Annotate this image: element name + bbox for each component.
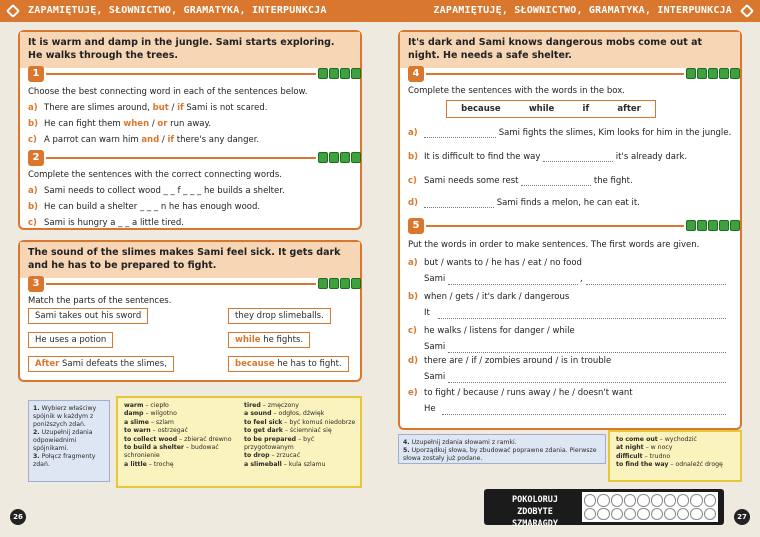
item-text: there are / if / zombies around / is in trouble <box>424 356 612 366</box>
hexagon-icon <box>6 4 20 18</box>
match-left-2[interactable] <box>28 332 113 348</box>
emerald-icons <box>686 220 740 231</box>
vocab-entry: to build a shelter – budować schronienie <box>124 444 219 460</box>
exercise-number: 4 <box>408 66 424 82</box>
item-label: a) <box>28 186 38 196</box>
scenario-text: It's dark and Sami knows dangerous mobs come out at night. He needs a safe shelter. <box>400 32 740 68</box>
exercise-item <box>408 128 731 138</box>
exercise-item <box>28 103 267 113</box>
match-text: Sami defeats the slimes, <box>62 359 167 369</box>
item-text: Sami is hungry a _ _ a little tired. <box>44 218 184 228</box>
exercise-instruction: Choose the best connecting word in each of the sentences below. <box>28 87 308 97</box>
answer-start: Sami <box>424 372 446 382</box>
emerald-icon <box>708 220 718 231</box>
emerald-slot[interactable] <box>651 508 663 521</box>
separator: / <box>159 135 168 145</box>
separator: / <box>168 103 178 113</box>
separator: / <box>149 119 158 129</box>
vocab-entry: to warn – ostrzegać <box>124 427 188 435</box>
item-text: Sami fights the slimes, Kim looks for him in the jungle. <box>496 128 732 138</box>
option-word[interactable]: but <box>152 103 169 113</box>
emerald-icon <box>697 220 707 231</box>
match-text: he has to fight. <box>277 359 342 369</box>
match-left-1[interactable] <box>28 308 148 324</box>
emerald-icon <box>686 68 696 79</box>
exercise-item[interactable] <box>28 202 260 212</box>
vocab-column-2 <box>244 402 360 469</box>
answer-blank[interactable] <box>543 161 613 162</box>
emerald-icon <box>318 68 328 79</box>
match-keyword: because <box>235 359 275 369</box>
match-right-2[interactable] <box>228 332 310 348</box>
option-word[interactable]: or <box>157 119 168 129</box>
emerald-icon <box>351 68 361 79</box>
exercise-prompt <box>408 326 575 336</box>
match-keyword: After <box>35 359 60 369</box>
exercise-prompt <box>408 356 611 366</box>
vocab-entry: difficult – trudno <box>616 452 671 460</box>
item-text: but / wants to / he has / eat / no food <box>424 258 582 268</box>
item-label: a) <box>28 103 38 113</box>
scenario-text: It is warm and damp in the jungle. Sami starts exploring. He walks through the trees. <box>20 32 360 68</box>
answer-line[interactable] <box>438 318 726 319</box>
comma: , <box>580 274 583 284</box>
answer-start: It <box>424 308 430 318</box>
right-page <box>380 0 760 537</box>
exercise-instruction: Complete the sentences with the words in the box. <box>408 86 625 96</box>
emerald-tracker <box>484 489 724 529</box>
emerald-slot[interactable] <box>690 494 702 507</box>
emerald-icon <box>719 220 729 231</box>
exercise-instruction: Put the words in order to make sentences. The first words are given. <box>408 240 700 250</box>
answer-line[interactable] <box>448 352 726 353</box>
vocab-column-1 <box>124 402 242 469</box>
emerald-slot[interactable] <box>597 494 609 507</box>
emerald-slot[interactable] <box>664 508 676 521</box>
emerald-icon <box>708 68 718 79</box>
page-number: 26 <box>10 509 26 525</box>
item-label: b) <box>408 292 418 302</box>
item-text: to fight / because / runs away / he / doesn't want <box>424 388 633 398</box>
vocab-entry: to drop – zrzucać <box>244 452 301 460</box>
emerald-icons <box>318 152 361 163</box>
emerald-icons <box>318 68 361 79</box>
answer-start: Sami <box>424 274 446 284</box>
item-label: c) <box>28 135 37 145</box>
item-text: there's any danger. <box>174 135 260 145</box>
answer-line[interactable] <box>448 382 726 383</box>
divider <box>426 225 684 227</box>
exercise-panel-3 <box>18 240 362 382</box>
item-label: d) <box>408 198 418 208</box>
emerald-slot[interactable] <box>704 508 716 521</box>
emerald-slot[interactable] <box>624 508 636 521</box>
vocab-entry: a slimeball – kula szlamu <box>244 460 326 468</box>
item-text: He can build a shelter _ _ _ n he has enough wood. <box>44 202 261 212</box>
vocabulary-box <box>608 430 742 482</box>
answer-start: He <box>424 404 436 414</box>
emerald-icon <box>351 152 361 163</box>
item-text: A parrot can warn him <box>44 135 142 145</box>
note-line: 5. Uporządkuj słowa, by zbudować poprawne zdania. Pierwsze słowa zostały już podane. <box>403 447 597 462</box>
item-text: Sami finds a melon, he can eat it. <box>494 198 640 208</box>
vocab-entry: to feel sick – być komuś niedobrze <box>244 418 356 426</box>
answer-blank[interactable] <box>424 207 494 208</box>
emerald-slot[interactable] <box>584 508 596 521</box>
exercise-prompt <box>408 388 633 398</box>
divider <box>46 73 316 75</box>
exercise-number: 1 <box>28 66 44 82</box>
emerald-icon <box>697 68 707 79</box>
exercise-item <box>28 119 211 129</box>
emerald-icon <box>329 278 339 289</box>
item-label: b) <box>408 152 418 162</box>
emerald-icon <box>730 68 740 79</box>
vocab-entry: a slime – szlam <box>124 418 174 426</box>
emerald-slot[interactable] <box>704 494 716 507</box>
left-header-title: ZAPAMIĘTUJĘ, SŁOWNICTWO, GRAMATYKA, INTERPUNKCJA <box>28 5 327 16</box>
emerald-slot[interactable] <box>637 508 649 521</box>
match-text: Sami takes out his sword <box>35 311 142 321</box>
right-header-title: ZAPAMIĘTUJĘ, SŁOWNICTWO, GRAMATYKA, INTERPUNKCJA <box>433 5 732 16</box>
divider <box>426 73 684 75</box>
emerald-slot[interactable] <box>611 494 623 507</box>
emerald-icon <box>340 68 350 79</box>
emerald-grid <box>582 492 718 522</box>
vocab-entry: to be prepared – być przygotowanym <box>244 435 315 452</box>
emerald-icon <box>730 220 740 231</box>
item-text: when / gets / it's dark / dangerous <box>424 292 570 302</box>
vocab-entry: tired – zmęczony <box>244 402 299 409</box>
emerald-slot[interactable] <box>651 494 663 507</box>
item-label: a) <box>408 258 418 268</box>
answer-line[interactable] <box>586 284 726 285</box>
word-box-word: while <box>528 104 555 114</box>
emerald-icon <box>318 278 328 289</box>
emerald-slot[interactable] <box>597 508 609 521</box>
emerald-icon <box>329 152 339 163</box>
option-word[interactable]: and <box>141 135 160 145</box>
item-label: d) <box>408 356 418 366</box>
answer-line[interactable] <box>448 284 578 285</box>
emerald-icons <box>686 68 740 79</box>
item-text: the fight. <box>591 176 633 186</box>
answer-blank[interactable] <box>521 185 591 186</box>
scenario-text: The sound of the slimes makes Sami feel sick. It gets dark and he has to be prepared to fight. <box>20 242 360 278</box>
item-label: c) <box>28 218 37 228</box>
exercise-panel-1-2 <box>18 30 362 230</box>
option-word[interactable]: if <box>167 135 175 145</box>
exercise-item[interactable] <box>28 218 184 228</box>
emerald-tracker-label: POKOLORUJ ZDOBYTE SZMARAGDY <box>511 495 559 529</box>
exercise-number: 5 <box>408 218 424 234</box>
item-text: He can fight them <box>44 119 124 129</box>
exercise-item <box>408 198 640 208</box>
exercise-prompt <box>408 292 569 302</box>
instructions-note <box>398 434 606 464</box>
emerald-slot[interactable] <box>664 494 676 507</box>
right-header-bar <box>380 0 760 22</box>
vocab-entry: at night – w nocy <box>616 444 673 452</box>
emerald-slot[interactable] <box>637 494 649 507</box>
vocabulary-box <box>116 396 362 488</box>
vocab-entry: to find the way – odnaleźć drogę <box>616 461 723 469</box>
option-word[interactable]: if <box>177 103 184 113</box>
item-text: he walks / listens for danger / while <box>424 326 575 336</box>
exercise-number: 2 <box>28 150 44 166</box>
vocab-entry: damp – wilgotno <box>124 410 177 418</box>
note-line: 2. Uzupełnij zdania odpowiednimi spójnikami. <box>33 429 93 452</box>
match-text: they drop slimeballs. <box>235 311 324 321</box>
match-left-3[interactable] <box>28 356 174 372</box>
exercise-item <box>28 135 259 145</box>
vocab-entry: a little – trochę <box>124 460 174 468</box>
exercise-prompt <box>408 258 582 268</box>
word-box <box>446 100 656 118</box>
note-line: 1. Wybierz właściwy spójnik w każdym z poniższych zdań. <box>33 405 97 428</box>
item-text: It is difficult to find the way <box>424 152 544 162</box>
emerald-slot[interactable] <box>611 508 623 521</box>
vocab-entry: to collect wood – zbierać drewno <box>124 435 232 443</box>
word-box-word: after <box>617 104 641 114</box>
item-text: Sami needs to collect wood _ _ f _ _ _ he builds a shelter. <box>44 186 285 196</box>
item-text: it's already dark. <box>613 152 688 162</box>
emerald-icon <box>329 68 339 79</box>
item-text: There are slimes around, <box>44 103 153 113</box>
exercise-item <box>408 176 633 186</box>
emerald-slot[interactable] <box>624 494 636 507</box>
divider <box>46 157 316 159</box>
option-word[interactable]: when <box>123 119 150 129</box>
item-text: run away. <box>167 119 212 129</box>
item-label: b) <box>28 119 38 129</box>
emerald-slot[interactable] <box>677 508 689 521</box>
exercise-item <box>408 152 687 162</box>
vocab-entry: to get dark – ściemniać się <box>244 427 332 435</box>
emerald-icon <box>686 220 696 231</box>
exercise-instruction: Complete the sentences with the correct connecting words. <box>28 170 282 180</box>
item-label: a) <box>408 128 418 138</box>
item-text: Sami needs some rest <box>424 176 522 186</box>
instructions-note <box>28 400 110 482</box>
exercise-panel-4-5 <box>398 30 742 430</box>
word-box-word: if <box>582 104 590 114</box>
answer-blank[interactable] <box>424 137 496 138</box>
note-line: 3. Połącz fragmenty zdań. <box>33 453 96 468</box>
exercise-number: 3 <box>28 276 44 292</box>
vocab-entry: to come out – wychodzić <box>616 436 697 443</box>
match-right-3[interactable] <box>228 356 349 372</box>
answer-line[interactable] <box>442 414 726 415</box>
match-text: He uses a potion <box>35 335 107 345</box>
emerald-icon <box>318 152 328 163</box>
item-label: c) <box>408 176 417 186</box>
item-label: e) <box>408 388 418 398</box>
word-box-word: because <box>461 104 501 114</box>
answer-start: Sami <box>424 342 446 352</box>
vocab-entry: a sound – odgłos, dźwięk <box>244 410 325 418</box>
emerald-icon <box>340 152 350 163</box>
match-keyword: while <box>235 335 261 345</box>
emerald-icons <box>318 278 361 289</box>
vocab-entry: warm – ciepło <box>124 402 169 409</box>
emerald-icon <box>351 278 361 289</box>
item-label: b) <box>28 202 38 212</box>
exercise-instruction: Match the parts of the sentences. <box>28 296 172 306</box>
emerald-icon <box>340 278 350 289</box>
note-line: 4. Uzupełnij zdania słowami z ramki. <box>403 439 517 446</box>
emerald-icon <box>719 68 729 79</box>
emerald-slot[interactable] <box>677 494 689 507</box>
emerald-slot[interactable] <box>584 494 596 507</box>
divider <box>46 283 316 285</box>
match-text: he fights. <box>263 335 304 345</box>
item-label: c) <box>408 326 417 336</box>
match-right-1[interactable] <box>228 308 331 324</box>
item-text: Sami is not scared. <box>183 103 268 113</box>
emerald-slot[interactable] <box>690 508 702 521</box>
page-number: 27 <box>734 509 750 525</box>
exercise-item[interactable] <box>28 186 285 196</box>
hexagon-icon <box>740 4 754 18</box>
left-header-bar <box>0 0 380 22</box>
